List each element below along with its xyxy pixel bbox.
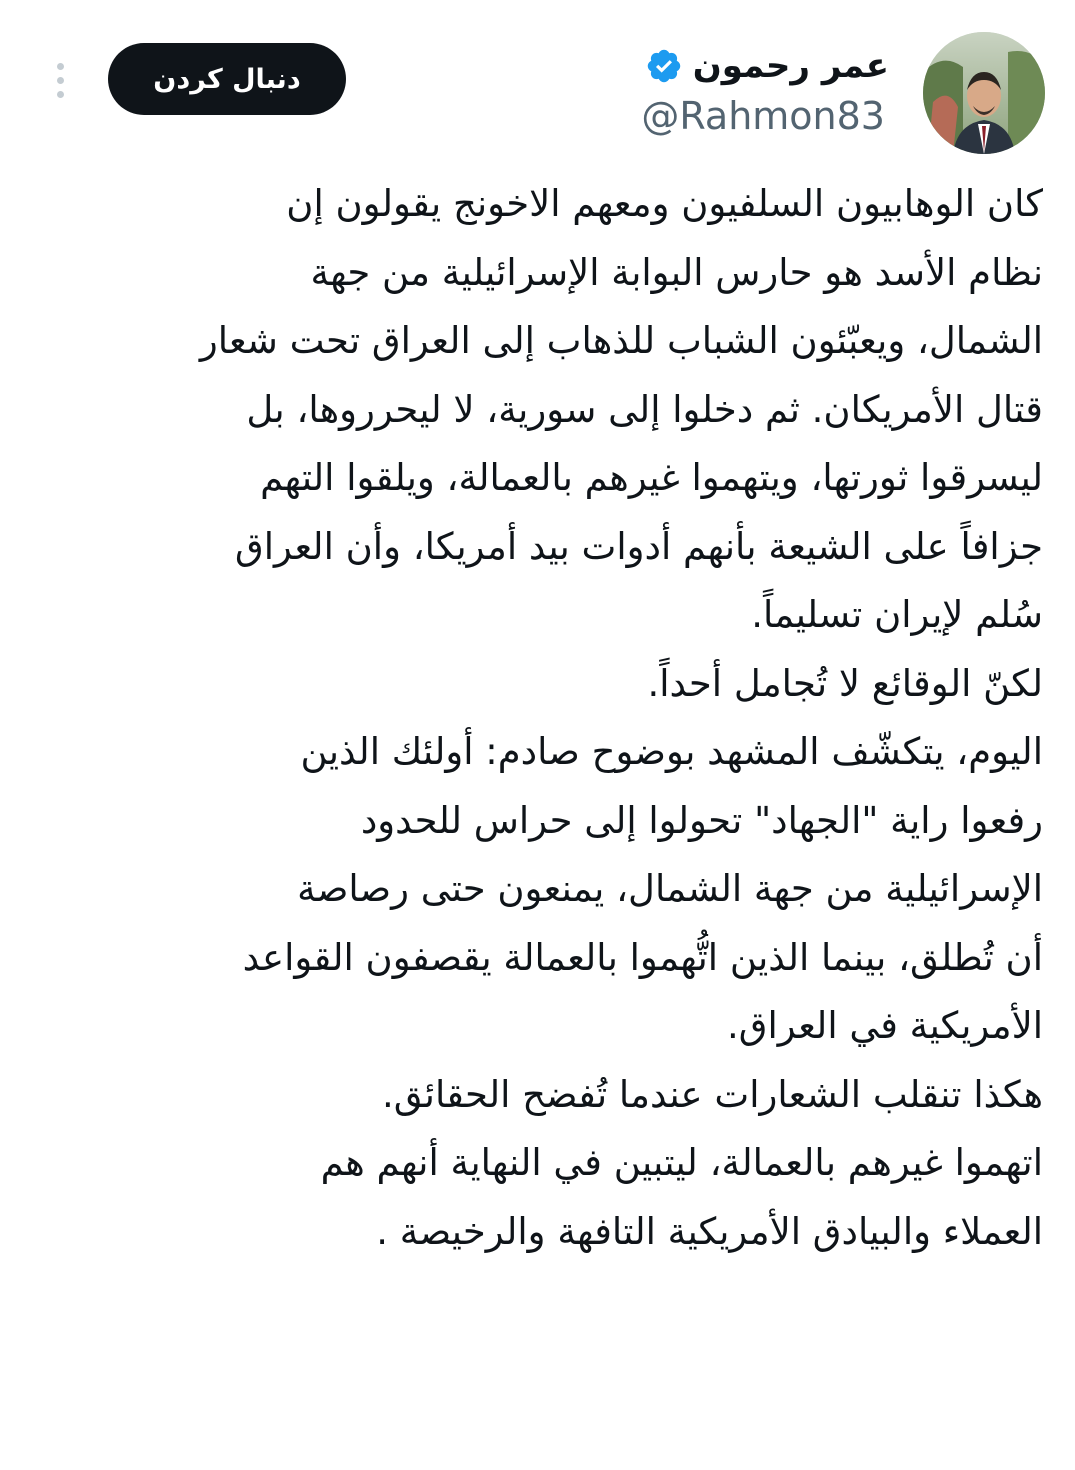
avatar[interactable] (923, 32, 1045, 154)
dot (57, 77, 64, 84)
tweet-line: العملاء والبيادق الأمريكية التافهة والرخيصة . (376, 1209, 1043, 1253)
tweet-line: رفعوا راية "الجهاد" تحولوا إلى حراس للحدود (360, 798, 1043, 842)
tweet-header (0, 30, 1075, 160)
tweet-line: ليسرقوا ثورتها، ويتهموا غيرهم بالعمالة، ويلقوا التهم (260, 456, 1043, 499)
follow-button[interactable]: دنبال کردن (108, 43, 346, 115)
dot (57, 63, 64, 70)
tweet-line: اتهموا غيرهم بالعمالة، ليتبين في النهاية أنهم هم (320, 1141, 1043, 1184)
tweet-line: الأمريكية في العراق. (727, 1004, 1043, 1047)
more-options-icon[interactable] (40, 52, 80, 108)
tweet-line: سُلم لإيران تسليماً. (751, 593, 1043, 636)
tweet-line: نظام الأسد هو حارس البوابة الإسرائيلية من جهة (310, 250, 1043, 294)
tweet-text (28, 170, 1043, 1266)
tweet-line: أن تُطلق، بينما الذين اتُّهموا بالعمالة يقصفون القواعد (242, 935, 1043, 979)
author-display-name[interactable]: عمر رحمون (692, 46, 889, 86)
tweet-line: قتال الأمريكان. ثم دخلوا إلى سورية، لا ليحرروها، بل (246, 387, 1043, 431)
author-handle[interactable]: @Rahmon83 (641, 94, 885, 138)
tweet-line: كان الوهابيون السلفيون ومعهم الاخونج يقولون إن (286, 182, 1043, 225)
dot (57, 91, 64, 98)
tweet-line: هكذا تنقلب الشعارات عندما تُفضح الحقائق. (382, 1072, 1043, 1116)
verified-badge-icon (645, 47, 683, 85)
profile-avatar-image (923, 32, 1045, 154)
tweet-line: اليوم، يتكشّف المشهد بوضوح صادم: أولئك الذين (300, 730, 1043, 773)
tweet-line: لكنّ الوقائع لا تُجامل أحداً. (647, 661, 1043, 705)
tweet-line: الشمال، ويعبّئون الشباب للذهاب إلى العراق تحت شعار (199, 319, 1043, 362)
tweet-line: جزافاً على الشيعة بأنهم أدوات بيد أمريكا، وأن العراق (235, 524, 1043, 568)
author-name-row[interactable] (645, 42, 889, 90)
tweet-line: الإسرائيلية من جهة الشمال، يمنعون حتى رصاصة (297, 867, 1043, 910)
